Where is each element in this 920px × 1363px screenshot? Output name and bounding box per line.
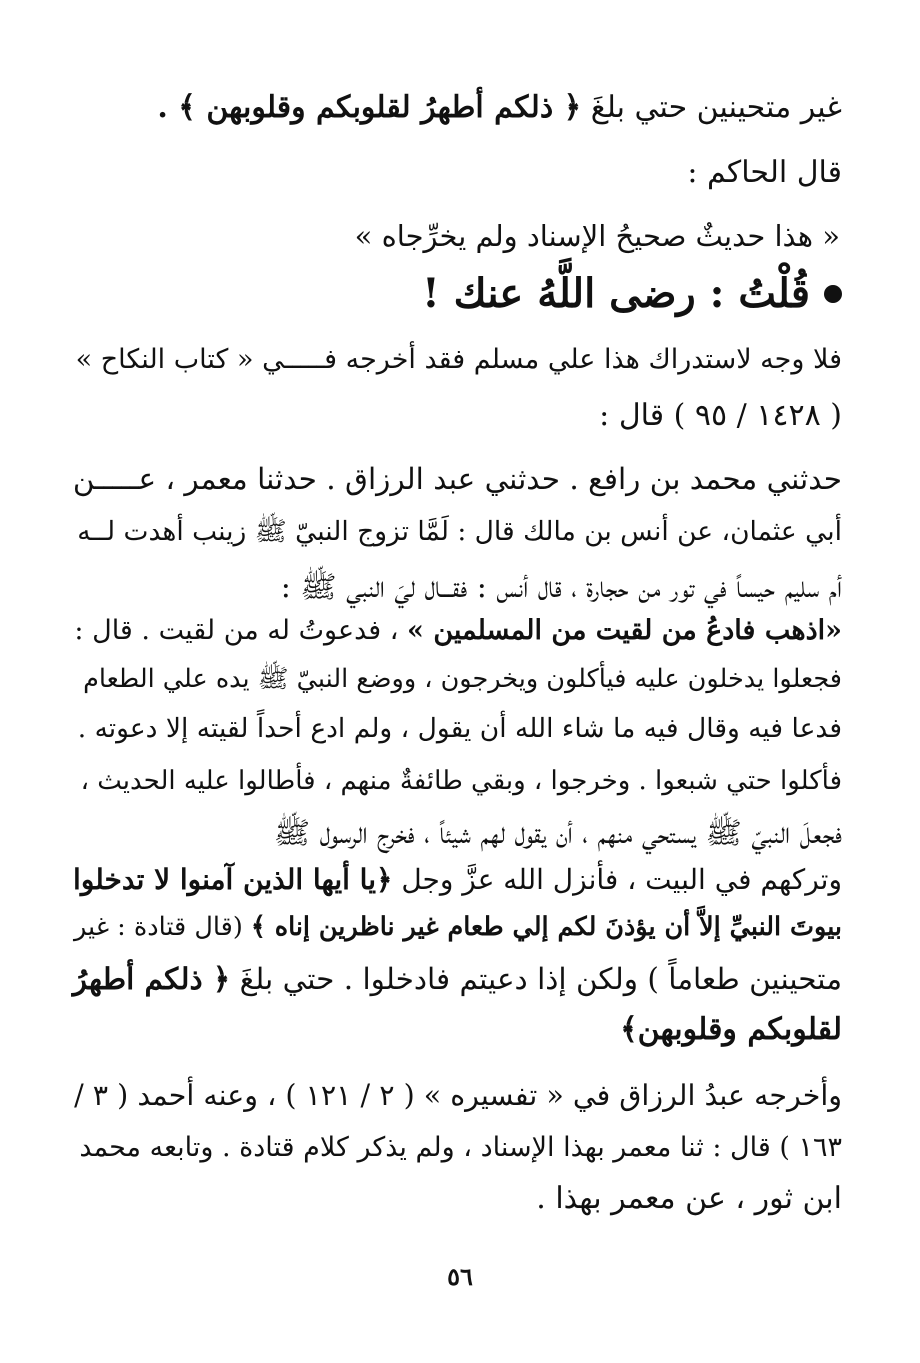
hadith-line-5: فجعلوا يدخلون عليه فيأكلون ويخرجون ، ووضع النبيّ ﷺ يده علي الطعام — [83, 664, 842, 694]
hadith-line-4-rest: ، فدعوتُ له من لقيت . قال : — [74, 615, 399, 646]
footer-line-1: وأخرجه عبدُ الرزاق في « تفسيره » ( ٢ / ١٢١ ) ، وعنه أحمد ( ٣ / — [74, 1079, 842, 1112]
hakim-quote: « هذا حديثٌ صحيحُ الإسناد ولم يخرِّجاه » — [354, 219, 840, 253]
top-line-1-quran: ﴿ ذلكم أطهرُ لقلوبكم وقلوبهن ﴾ . — [157, 90, 582, 125]
section-heading — [72, 268, 842, 320]
hadith-line-1: حدثني محمد بن رافع . حدثني عبد الرزاق . حدثنا معمر ، عـــــن — [72, 462, 842, 496]
hadith-line-2: أبي عثمان، عن أنس بن مالك قال : لَمَّا تزوج النبيّ ﷺ زينب أهدت لــه — [77, 516, 842, 547]
hadith-line-9 — [72, 862, 842, 898]
quran-verse-middle: بيوتَ النبيِّ إلاَّ أن يؤذنَ لكم إلي طعام غير ناظرين إناه ﴾ — [250, 912, 842, 942]
hadith-line-6: فدعا فيه وقال فيه ما شاء الله أن يقول ، ولم ادع أحداً لقيته إلا دعوته . — [77, 713, 842, 744]
hadith-line-12: لقلوبكم وقلوبهن﴾ — [620, 1012, 842, 1047]
heading-text: قُلْتُ : رضى اللَّهُ عنك ! — [422, 270, 810, 317]
hadith-line-4 — [72, 613, 842, 648]
hadith-line-10 — [72, 911, 842, 944]
hadith-line-11 — [72, 960, 842, 998]
hadith-line-9-prefix: وتركهم في البيت ، فأنزل الله عزَّ وجل — [401, 863, 842, 896]
quran-verse-start: ﴿يا أيها الذين آمنوا لا تدخلوا — [73, 863, 393, 896]
hadith-line-11-prefix: متحينين طعاماً ) ولكن إذا دعيتم فادخلوا . حتي بلغَ — [239, 962, 842, 996]
footer-line-3: ابن ثور ، عن معمر بهذا . — [536, 1181, 842, 1216]
quran-verse-end-start: ﴿ ذلكم أطهرُ — [72, 961, 231, 996]
page-number: ٥٦ — [447, 1262, 473, 1291]
hadith-line-3: أم سليم حيساً في تور من حجارة ، قال أنس : فقـــال ليَ النبي ﷺ : — [280, 570, 842, 605]
hadith-line-8: فجعلَ النبيّ ﷺ يستحي منهم ، أن يقول لهم شيئاً ، فخرج الرسول ﷺ — [273, 816, 842, 851]
prophet-command: «اذهب فادعُ من لقيت من المسلمين » — [407, 615, 842, 646]
top-line-1 — [72, 88, 842, 127]
hadith-line-7: فأكلوا حتي شبعوا . وخرجوا ، وبقي طائفةٌ منهم ، فأطالوا عليه الحديث ، — [80, 766, 842, 796]
hadith-line-10-rest: (قال قتادة : غير — [73, 912, 243, 942]
intro-line-1: فلا وجه لاستدراك هذا علي مسلم فقد أخرجه فـــــي « كتاب النكاح » — [75, 344, 842, 375]
top-line-1-prefix: غير متحينين حتي بلغَ — [590, 90, 842, 125]
footer-line-2: ١٦٣ ) قال : ثنا معمر بهذا الإسناد ، ولم يذكر كلام قتادة . وتابعه محمد — [79, 1132, 842, 1163]
intro-line-2: ( ١٤٢٨ / ٩٥ ) قال : — [599, 398, 842, 433]
hakim-label: قال الحاكم : — [687, 155, 842, 190]
bullet-icon — [824, 285, 842, 303]
